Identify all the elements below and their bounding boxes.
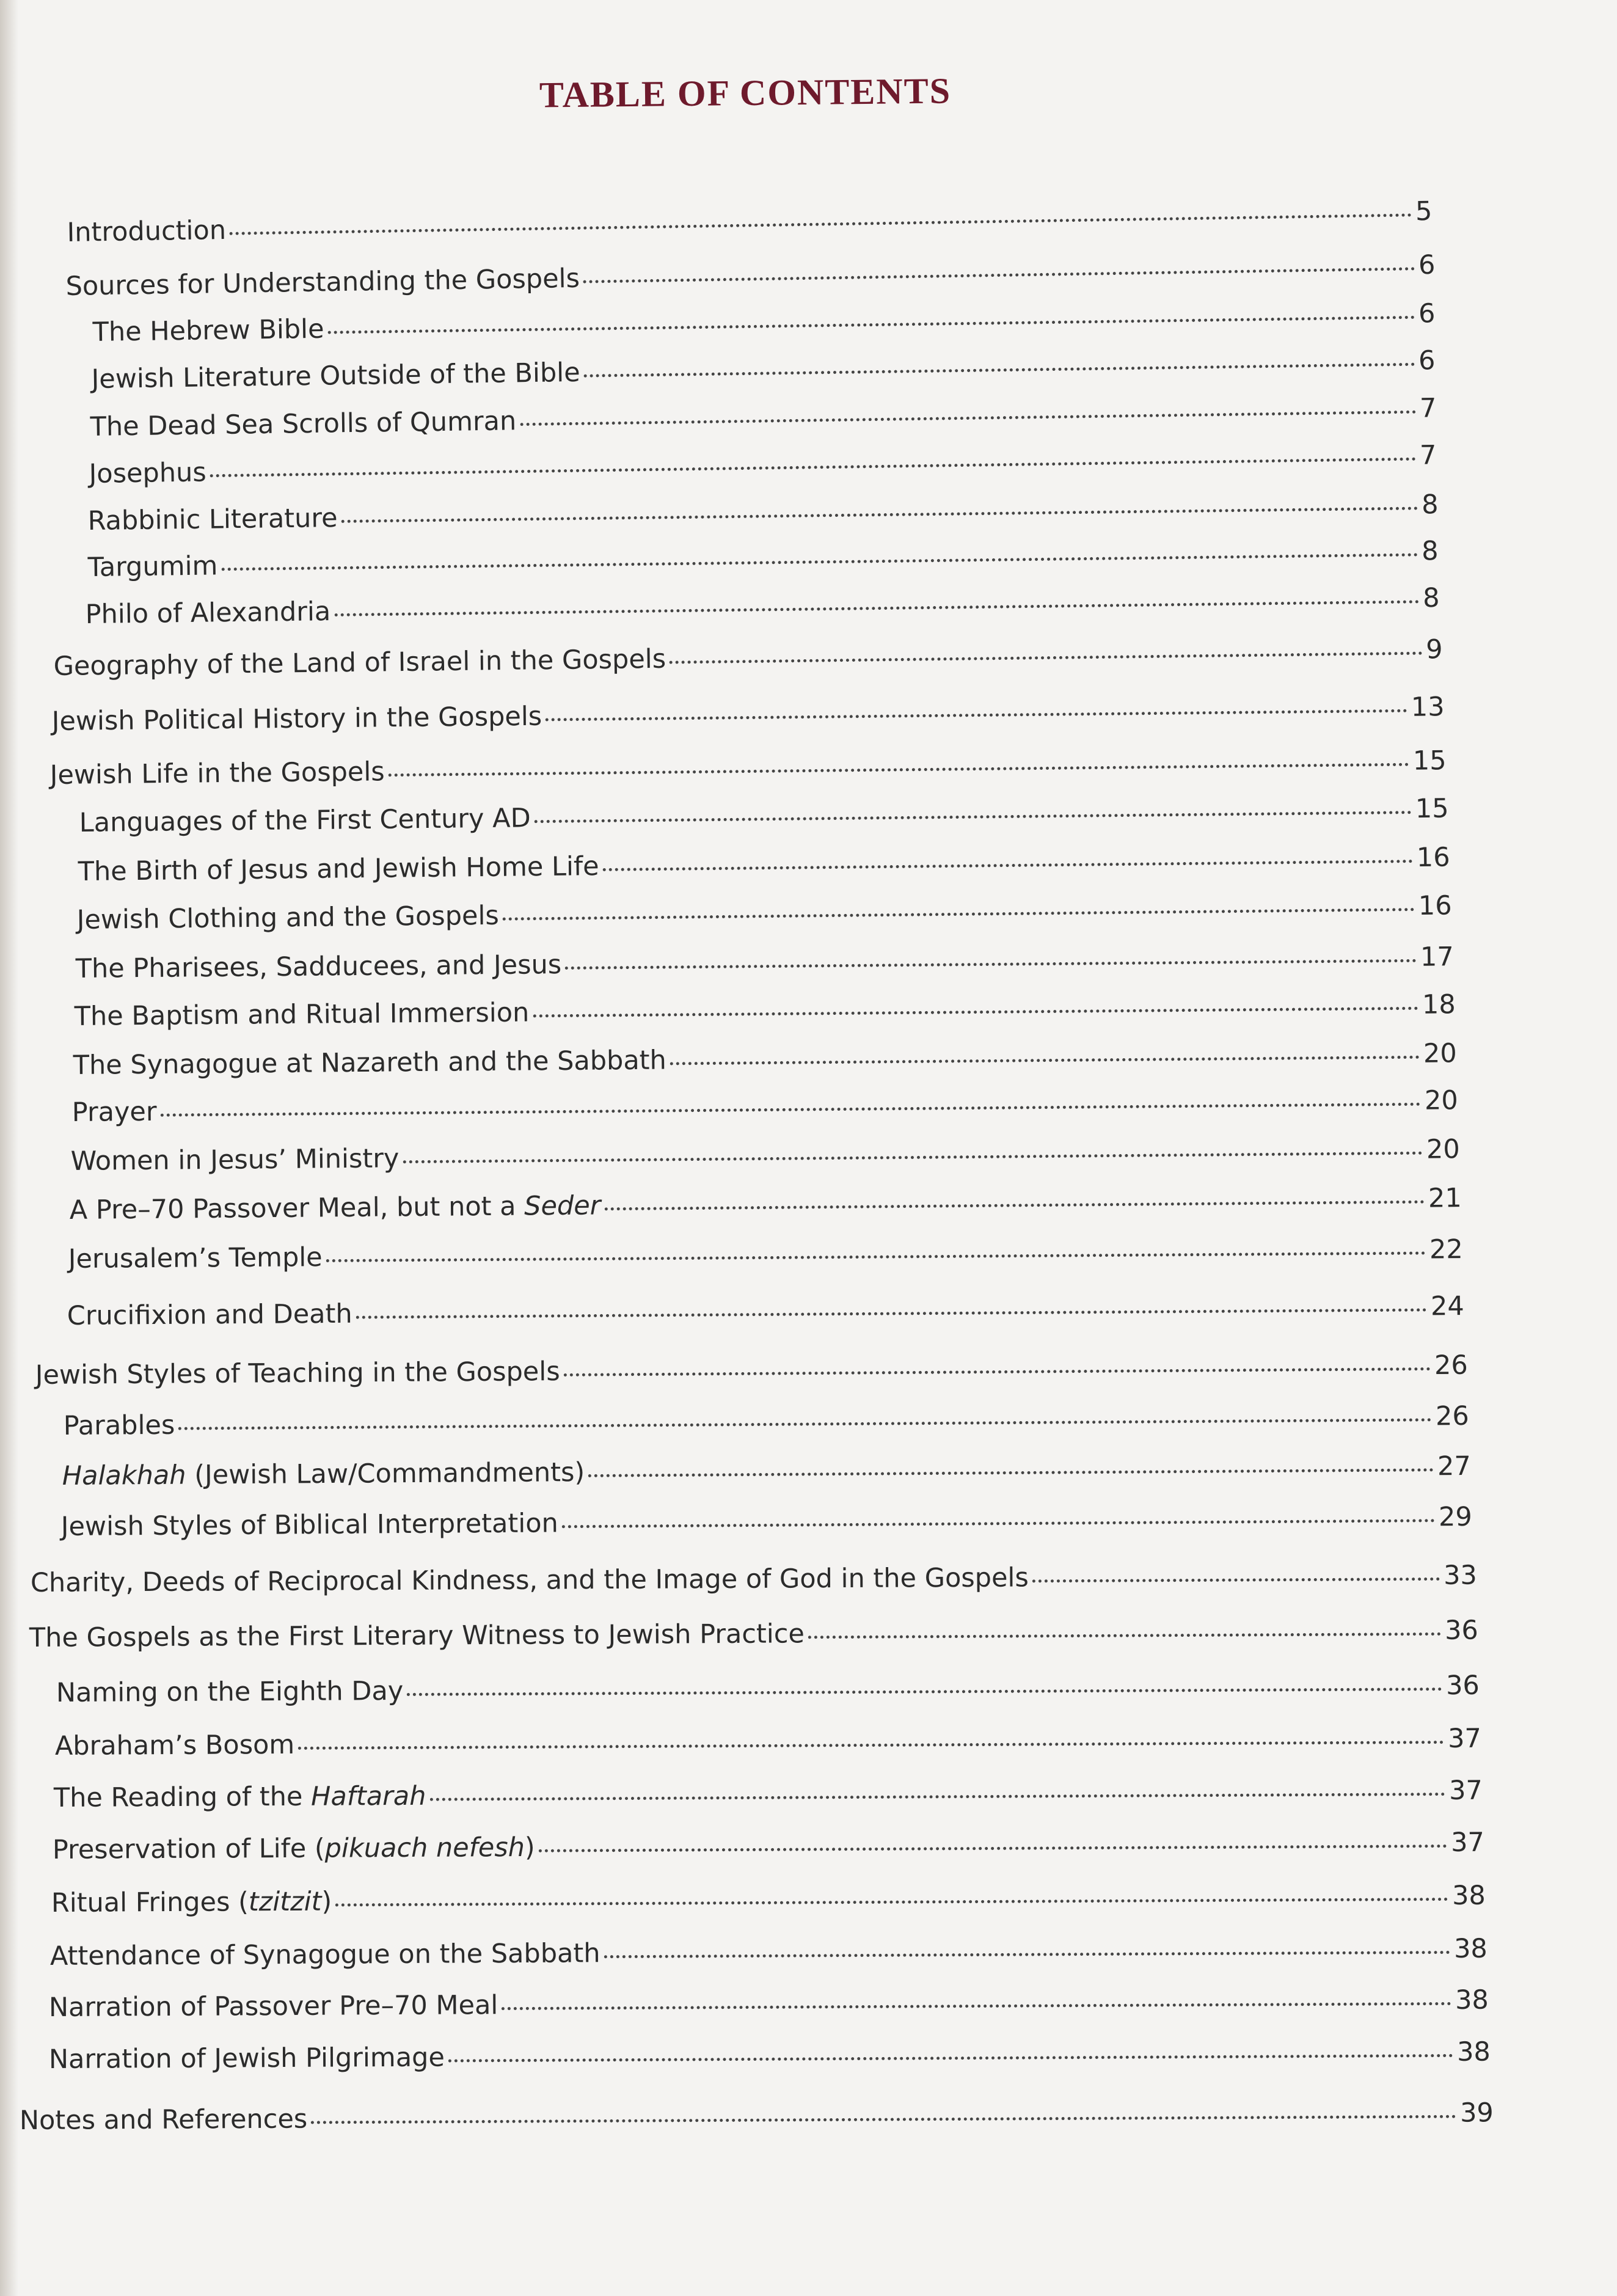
toc-entry-title: Jewish Styles of Teaching in the Gospels [35, 1356, 560, 1391]
toc-entry [87, 489, 1438, 536]
toc-entry-title: Philo of Alexandria [85, 596, 331, 630]
toc-entry [78, 842, 1450, 887]
dot-leader [448, 2054, 1453, 2063]
toc-entry-title: A Pre–70 Passover Meal, but not a Seder [69, 1190, 601, 1226]
toc-page-number: 6 [1418, 345, 1436, 376]
toc-entry [76, 941, 1454, 984]
dot-leader [1032, 1578, 1440, 1582]
toc-entry-title: Notes and References [19, 2104, 308, 2136]
toc-entry [54, 1775, 1483, 1813]
toc-entry-title: Josephus [89, 457, 207, 489]
dot-leader [583, 267, 1415, 283]
toc-page-number: 37 [1447, 1723, 1481, 1755]
toc-entry [50, 1934, 1487, 1972]
toc-entry-title: Charity, Deeds of Reciprocal Kindness, and the Image of God in the Gospels [30, 1562, 1029, 1598]
toc-entry [49, 2037, 1491, 2075]
dot-leader [533, 1007, 1418, 1018]
toc-entry [62, 1451, 1471, 1491]
toc-page-number: 38 [1456, 2036, 1491, 2067]
toc-entry-title: Prayer [71, 1096, 157, 1128]
dot-leader [564, 1367, 1431, 1377]
dot-leader [546, 709, 1407, 722]
toc-page-number: 16 [1416, 842, 1450, 874]
page-title: TABLE OF CONTENTS [539, 70, 952, 115]
toc-page-number: 9 [1425, 634, 1443, 665]
toc-entry-title: The Dead Sea Scrolls of Qumran [90, 406, 517, 442]
toc-page-number: 20 [1424, 1085, 1458, 1116]
toc-entry [72, 1085, 1458, 1128]
toc-entry-title: Geography of the Land of Israel in the Gospels [53, 643, 666, 682]
dot-leader [604, 1201, 1425, 1211]
toc-page-number: 38 [1453, 1933, 1487, 1964]
dot-leader [403, 1152, 1423, 1164]
toc-entry-title: The Baptism and Ritual Immersion [74, 997, 530, 1032]
dot-leader [562, 1519, 1435, 1528]
toc-entry-title: The Synagogue at Nazareth and the Sabbath [73, 1045, 667, 1081]
dot-leader [298, 1741, 1444, 1750]
toc-entry-title: Women in Jesus’ Ministry [70, 1143, 400, 1177]
dot-leader [808, 1632, 1441, 1639]
toc-page-number: 37 [1448, 1775, 1483, 1807]
toc-page-number: 38 [1451, 1880, 1486, 1911]
toc-entry-title: The Reading of the Haftarah [53, 1780, 426, 1813]
toc-entry [31, 1560, 1477, 1598]
toc-page-number: 15 [1412, 745, 1447, 777]
toc-entry [49, 1985, 1489, 2023]
toc-entry [65, 250, 1436, 302]
toc-entry [53, 1827, 1484, 1865]
toc-page-number: 17 [1420, 941, 1454, 973]
toc-page-number: 38 [1455, 1984, 1489, 2016]
dot-leader [670, 1056, 1420, 1066]
toc-page-number: 16 [1418, 890, 1452, 922]
toc-page-number: 24 [1430, 1291, 1464, 1322]
toc-page-number: 33 [1443, 1560, 1477, 1591]
toc-entry-title: Narration of Passover Pre–70 Meal [48, 1990, 498, 2023]
toc-entry [79, 794, 1448, 838]
toc-entry [35, 1350, 1468, 1391]
dot-leader [389, 763, 1409, 777]
dot-leader [356, 1308, 1427, 1318]
toc-entry-title: Jewish Styles of Biblical Interpretation [60, 1508, 558, 1542]
toc-entry [20, 2097, 1494, 2136]
toc-page-number: 20 [1423, 1038, 1457, 1069]
toc-page-number: 13 [1411, 692, 1445, 723]
dot-leader [584, 363, 1415, 378]
dot-leader [520, 411, 1416, 426]
toc-entry [53, 634, 1442, 682]
toc-entry-title: The Hebrew Bible [92, 313, 324, 348]
toc-page-number: 8 [1421, 535, 1439, 567]
dot-leader [603, 860, 1413, 871]
toc-entry-title: Jewish Political History in the Gospels [51, 701, 542, 737]
toc-page-number: 29 [1438, 1501, 1472, 1533]
dot-leader [539, 1844, 1447, 1852]
toc-entry-title: The Gospels as the First Literary Witness to Jewish Practice [29, 1618, 805, 1653]
dot-leader [326, 1251, 1426, 1262]
toc-entry [55, 1724, 1481, 1761]
dot-leader [311, 2115, 1456, 2124]
toc-entry [49, 745, 1446, 791]
toc-entry-title: Preservation of Life (pikuach nefesh) [52, 1832, 535, 1865]
toc-entry-title: Abraham’s Bosom [54, 1729, 295, 1761]
toc-page-number: 39 [1459, 2097, 1494, 2129]
toc-page-number: 36 [1445, 1670, 1480, 1702]
toc-entry-title: Languages of the First Century AD [79, 803, 531, 838]
toc-entry [87, 536, 1438, 583]
toc-entry [76, 890, 1451, 935]
toc-entry-title: Parables [63, 1409, 175, 1441]
toc-entry [70, 1183, 1462, 1226]
toc-page-number: 21 [1428, 1183, 1462, 1214]
toc-entry [73, 1038, 1457, 1081]
toc-entry [56, 1670, 1480, 1708]
toc-entry-title: The Birth of Jesus and Jewish Home Life [78, 851, 599, 887]
toc-entry-title: Rabbinic Literature [87, 503, 338, 536]
dot-leader [565, 959, 1417, 970]
toc-entry [67, 1291, 1464, 1331]
toc-entry [64, 1401, 1469, 1441]
toc-page-number: 26 [1435, 1400, 1469, 1432]
toc-entry-title: Jerusalem’s Temple [68, 1242, 323, 1274]
toc-page-number: 26 [1434, 1350, 1468, 1381]
dot-leader [161, 1103, 1421, 1117]
dot-leader [341, 506, 1418, 523]
toc-entry-title: Jewish Literature Outside of the Bible [91, 357, 580, 395]
toc-page-number: 5 [1415, 196, 1433, 227]
dot-leader [178, 1418, 1432, 1430]
toc-page-number: 7 [1419, 440, 1437, 471]
toc-entry-title: The Pharisees, Sadducees, and Jesus [75, 949, 562, 984]
toc-page-number: 6 [1418, 249, 1436, 281]
toc-page-number: 36 [1444, 1615, 1478, 1646]
dot-leader [334, 600, 1419, 616]
toc-entry-title: Targumim [87, 550, 218, 583]
dot-leader [588, 1468, 1434, 1477]
dot-leader [670, 652, 1422, 664]
toc-entry-title: Crucifixion and Death [67, 1298, 352, 1331]
toc-entry-title: Jewish Clothing and the Gospels [76, 900, 500, 935]
toc-entry-title: Introduction [67, 214, 227, 248]
dot-leader [502, 2002, 1451, 2010]
toc-page-number: 20 [1426, 1134, 1460, 1165]
toc-page-number: 7 [1419, 393, 1437, 424]
toc-entry [29, 1615, 1478, 1653]
dot-leader [328, 316, 1415, 334]
dot-leader [535, 811, 1412, 823]
toc-entry [89, 440, 1436, 489]
toc-entry-title: Halakhah (Jewish Law/Commandments) [62, 1457, 585, 1491]
toc-page-number: 37 [1450, 1827, 1484, 1859]
toc-entry [85, 583, 1439, 630]
toc-entry [92, 298, 1435, 348]
toc-page-number: 8 [1422, 582, 1440, 614]
dot-leader [604, 1951, 1451, 1958]
toc-entry-title: Attendance of Synagogue on the Sabbath [49, 1938, 600, 1972]
dot-leader [335, 1898, 1448, 1907]
toc-entry [51, 692, 1444, 737]
toc-entry [71, 1134, 1460, 1177]
toc-page-number: 8 [1421, 489, 1439, 521]
toc-entry [90, 393, 1436, 442]
dot-leader [230, 213, 1412, 235]
toc-page-number: 22 [1429, 1234, 1463, 1265]
toc-entry-title: Ritual Fringes (tzitzit) [51, 1886, 332, 1918]
toc-entry-title: Naming on the Eighth Day [56, 1676, 404, 1708]
toc-page-number: 6 [1418, 298, 1436, 329]
toc-entry [51, 1881, 1486, 1918]
toc-entry [75, 989, 1456, 1032]
toc-entry [67, 196, 1433, 248]
dot-leader [503, 908, 1415, 921]
dot-leader [407, 1687, 1442, 1696]
toc-entry-title: Narration of Jewish Pilgrimage [48, 2042, 445, 2075]
toc-page-number: 27 [1437, 1450, 1471, 1482]
dot-leader [210, 458, 1416, 478]
dot-leader [221, 553, 1418, 571]
toc-entry [68, 1234, 1463, 1274]
toc-entry [91, 345, 1435, 395]
toc-entry [61, 1502, 1472, 1542]
toc-page-number: 15 [1415, 793, 1449, 825]
toc-entry-title: Sources for Understanding the Gospels [65, 263, 580, 302]
toc-page-number: 18 [1422, 989, 1456, 1020]
dot-leader [429, 1793, 1445, 1801]
toc-entry-title: Jewish Life in the Gospels [49, 756, 385, 791]
